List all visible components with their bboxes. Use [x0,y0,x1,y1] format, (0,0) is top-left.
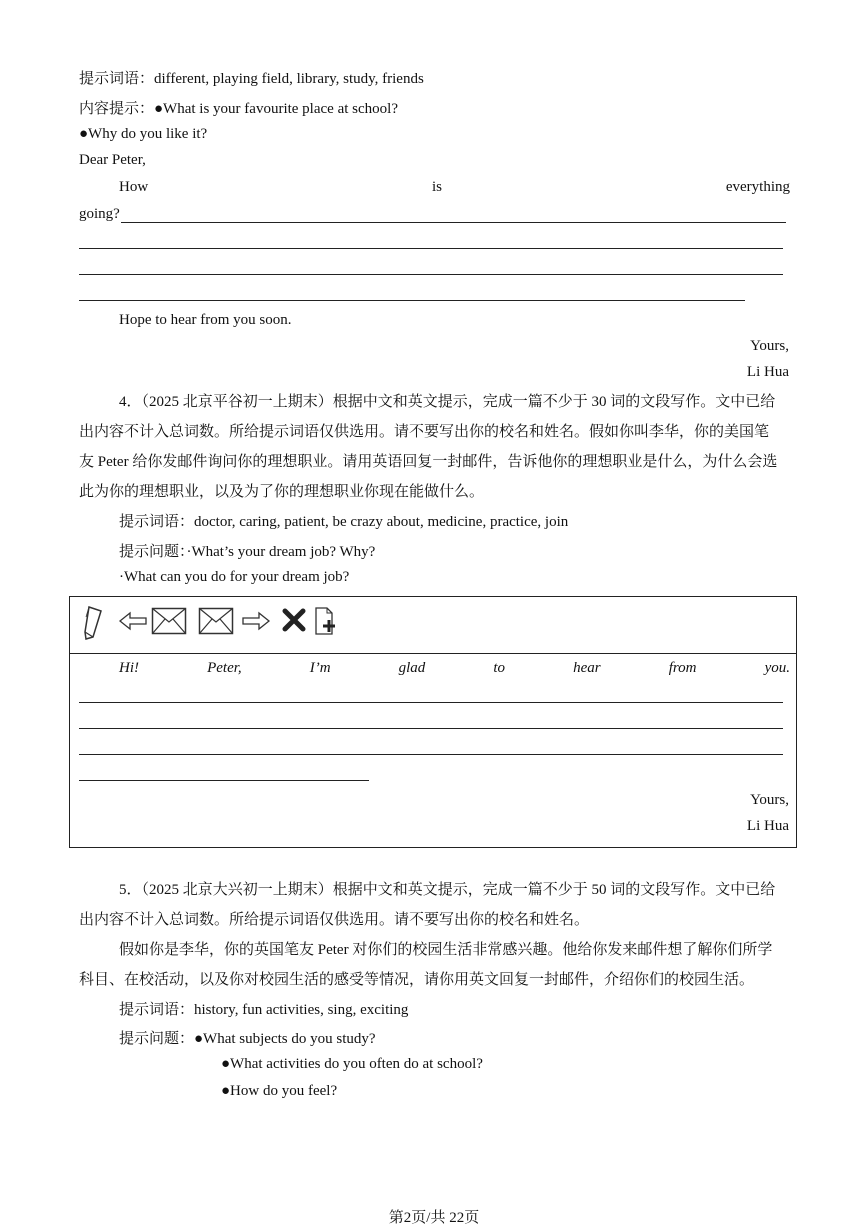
hint-words: 提示词语：different, playing field, library, study, friends [79,71,424,87]
email-compose-box [69,596,797,848]
content-hint: 内容提示：●What is your favourite place at school? [79,101,398,117]
answer-line[interactable] [79,300,745,301]
email-word: Hi! [119,660,139,676]
left-arrow-icon[interactable] [118,610,148,637]
email-signature: Li Hua [746,818,789,834]
question4-hint-question: ·What can you do for your dream job? [119,569,350,585]
question5-text: 5．（2025 北京大兴初一上期末）根据中文和英文提示，完成一篇不少于 50 词的文段写作。文中已给 [119,882,776,898]
email-answer-line[interactable] [79,754,783,755]
opening-word: How [119,179,149,195]
page-number: 第2页/共 22页 [388,1210,480,1226]
opening-word: everything [725,179,790,195]
letter-sign-off: Yours, [750,338,789,354]
question5-hint-words: 提示词语：history, fun activities, sing, exciting [119,1002,409,1018]
opening-word: is [432,179,443,195]
letter-opening [119,179,790,196]
email-sign-off: Yours, [750,792,789,808]
email-word: I’m [309,660,331,676]
pencil-icon[interactable] [81,605,107,648]
answer-line[interactable] [79,248,783,249]
letter-opening-cont: going? [79,206,120,222]
email-answer-line[interactable] [79,728,783,729]
email-toolbar-separator [70,653,796,654]
question5-text: 出内容不计入总词数。所给提示词语仅供选用。请不要写出你的校名和姓名。 [79,912,590,928]
question5-hint-question: ●What activities do you often do at school? [221,1056,483,1072]
letter-closing: Hope to hear from you soon. [119,312,292,328]
right-arrow-icon[interactable] [241,610,271,637]
email-word: hear [573,660,601,676]
email-opening [119,660,790,677]
new-document-icon[interactable] [314,606,338,641]
envelope-icon[interactable] [198,607,234,640]
email-word: from [668,660,697,676]
email-word: you. [764,660,790,676]
question4-hint-question: 提示问题：·What’s your dream job? Why? [119,544,376,560]
answer-line[interactable] [121,222,786,223]
email-answer-line[interactable] [79,702,783,703]
letter-greeting: Dear Peter, [79,152,146,168]
question5-hint-question: 提示问题：●What subjects do you study? [119,1031,376,1047]
letter-signature: Li Hua [746,364,789,380]
envelope-icon[interactable] [151,607,187,640]
question5-text: 科目、在校活动，以及你对校园生活的感受等情况，请你用英文回复一封邮件，介绍你们的校园生活。 [79,972,755,988]
email-word: to [493,660,506,676]
email-word: glad [398,660,426,676]
email-answer-line[interactable] [79,780,369,781]
answer-line[interactable] [79,274,783,275]
email-word: Peter, [207,660,242,676]
delete-x-icon[interactable] [282,608,306,637]
question4-text: 此为你的理想职业，以及为了你的理想职业你现在能做什么。 [79,484,485,500]
question5-text: 假如你是李华，你的英国笔友 Peter 对你们的校园生活非常感兴趣。他给你发来邮件想了解你们所学 [119,942,773,958]
question5-hint-question: ●How do you feel? [221,1083,338,1099]
content-hint-question: ●Why do you like it? [79,126,208,142]
question4-text: 友 Peter 给你发邮件询问你的理想职业。请用英语回复一封邮件，告诉他你的理想职业是什么，为什么会选 [79,454,778,470]
question4-text: 出内容不计入总词数。所给提示词语仅供选用。请不要写出你的校名和姓名。假如你叫李华，你的美国笔 [79,424,770,440]
question4-text: 4．（2025 北京平谷初一上期末）根据中文和英文提示，完成一篇不少于 30 词的文段写作。文中已给 [119,394,776,410]
question4-hint-words: 提示词语：doctor, caring, patient, be crazy about, medicine, practice, join [119,514,569,530]
